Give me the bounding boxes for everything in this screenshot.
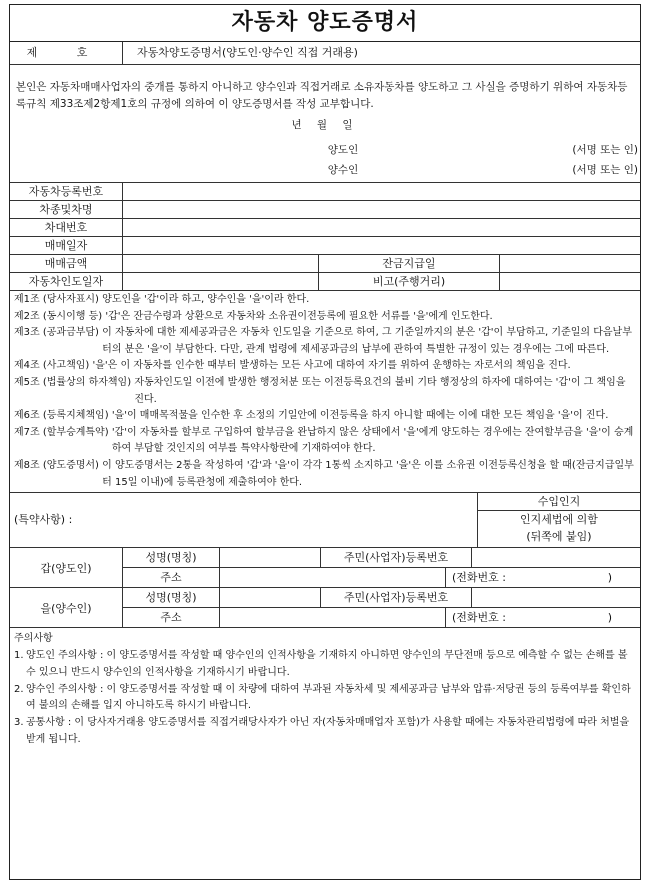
model-field[interactable] — [123, 201, 640, 218]
stamp-line1: 인지세법에 의함 — [520, 513, 598, 527]
special-terms-field[interactable]: (특약사항) : — [14, 513, 73, 527]
sale-price-field[interactable] — [123, 255, 318, 272]
article-8: 제8조 (양도증명서) 이 양도증명서는 2통을 작성하여 '갑'과 '을'이 각각 1통씩 소지하고 '을'은 이를 소유권 이전등록신청을 할 때(잔금지급일부터 15일 이내)에 등록관청에 제출하여야 한다. — [14, 459, 634, 488]
article-1: 제1조 (당사자표시) 양도인을 '갑'이라 하고, 양수인을 '을'이라 한다. — [14, 294, 310, 305]
special-terms-row — [10, 493, 640, 548]
transferee-sign[interactable]: (서명 또는 인) — [572, 164, 638, 176]
transferee-phone-field[interactable]: (전화번호 : ) — [452, 611, 612, 625]
note-1: 1. 양도인 주의사항 : 이 양도증명서를 작성할 때 양수인의 인적사항을 기재하지 아니하면 양수인의 무단전매 등으로 예측할 수 없는 손해를 볼 수 있으니 반드시 양수인의 인적사항을 기재하시기 바랍니다. — [14, 649, 628, 678]
balance-date-label: 잔금지급일 — [318, 255, 500, 272]
remarks-label: 비고(주행거리) — [318, 273, 500, 290]
stamp-line2: (뒤쪽에 붙임) — [526, 530, 592, 544]
articles-section — [10, 291, 640, 493]
sale-price-label: 매매금액 — [10, 255, 123, 272]
name-label: 성명(명칭) — [123, 588, 220, 607]
article-2: 제2조 (동시이행 등) '갑'은 잔금수령과 상환으로 자동차와 소유권이전등록에 필요한 서류를 '을'에게 인도한다. — [14, 310, 493, 322]
delivery-date-label: 자동차인도일자 — [10, 273, 123, 290]
model-row — [10, 201, 640, 219]
transferee-role: 을(양수인) — [10, 588, 123, 627]
transferee-label: 양수인 — [327, 164, 359, 176]
remarks-field[interactable] — [500, 273, 640, 290]
revenue-stamp-box — [477, 493, 640, 547]
date-line: 년 월 일 — [291, 119, 359, 131]
sale-date-field[interactable] — [123, 237, 640, 254]
subject-value: 자동차양도증명서(양도인·양수인 직접 거래용) — [137, 46, 358, 59]
name-label: 성명(명칭) — [123, 548, 220, 567]
reg-no-label: 자동차등록번호 — [10, 183, 123, 200]
balance-date-field[interactable] — [500, 255, 640, 272]
article-7: 제7조 (할부승계특약) '갑'이 자동차를 할부로 구입하여 할부금을 완납하지 않은 상태에서 '을'에게 양도하는 경우에는 잔여할부금을 '을'이 승계하여 부담할 것인지의 여부를 특약사항란에 기재하여야 한다. — [14, 426, 634, 455]
transferee-id-field[interactable] — [472, 588, 640, 607]
article-4: 제4조 (사고책임) '을'은 이 자동차를 인수한 때부터 발생하는 모든 사고에 대하여 자기를 위하여 운행하는 자로서의 책임을 진다. — [14, 360, 571, 372]
article-3: 제3조 (공과금부담) 이 자동차에 대한 제세공과금은 자동차 인도일을 기준으로 하여, 그 기준일까지의 분은 '갑'이 부담하고, 기준일의 다음날부터의 분은 '을'이 부담한다. 다만, 관계 법령에 제세공과금의 납부에 관하여 특별한 규정이 있는 경우에는 그에 따른다. — [14, 327, 632, 355]
transferor-role: 갑(양도인) — [10, 548, 123, 587]
party-transferor — [10, 548, 640, 588]
vin-row — [10, 219, 640, 237]
reg-no-field[interactable] — [123, 183, 640, 200]
form-title: 자동차 양도증명서 — [10, 5, 640, 42]
article-5: 제5조 (법률상의 하자책임) 자동차인도일 이전에 발생한 행정처분 또는 이전등록요건의 불비 기타 행정상의 하자에 대하여는 '갑'이 그 책임을 진다. — [14, 376, 626, 405]
transferor-sign-line — [308, 140, 638, 160]
address-label: 주소 — [123, 568, 220, 587]
address-label: 주소 — [123, 608, 220, 627]
note-3: 3. 공통사항 : 이 당사자거래용 양도증명서를 직접거래당사자가 아닌 자(자동차매매업자 포함)가 사용할 때에는 자동차관리법령에 따라 처벌을 받게 됩니다. — [14, 717, 630, 745]
transferor-id-field[interactable] — [472, 548, 640, 567]
delivery-date-field[interactable] — [123, 273, 318, 290]
article-6: 제6조 (등록지체책임) '을'이 매매목적물을 인수한 후 소정의 기일안에 이전등록을 하지 아니할 때에는 이에 대한 모든 책임을 '을'이 진다. — [14, 410, 609, 422]
stamp-title: 수입인지 — [478, 493, 640, 511]
id-label: 주민(사업자)등록번호 — [321, 548, 472, 567]
notes-section — [10, 628, 640, 752]
reg-no-row — [10, 183, 640, 201]
transfer-certificate-form — [9, 4, 641, 880]
transferee-name-field[interactable] — [220, 588, 321, 607]
transferor-address-field[interactable] — [220, 568, 446, 587]
note-2: 2. 양수인 주의사항 : 이 양도증명서를 작성할 때 이 차량에 대하여 부과된 자동차세 및 제세공과금 납부와 압류·저당권 등의 등록여부를 확인하여 불의의 손해를 입지 아니하도록 하시기 바랍니다. — [14, 683, 631, 712]
intro-text: 본인은 자동차매매사업자의 중개를 통하지 아니하고 양수인과 직접거래로 소유자동차를 양도하고 그 사실을 증명하기 위하여 자동차등록규칙 제33조제2항제1호의 규정에 의하여 이 양도증명서를 작성 교부합니다. — [16, 81, 628, 110]
intro-section — [10, 65, 640, 183]
transferee-address-field[interactable] — [220, 608, 446, 627]
vin-label: 차대번호 — [10, 219, 123, 236]
vin-field[interactable] — [123, 219, 640, 236]
id-label: 주민(사업자)등록번호 — [321, 588, 472, 607]
transferee-sign-line — [308, 160, 638, 180]
sale-date-label: 매매일자 — [10, 237, 123, 254]
party-transferee — [10, 588, 640, 628]
delivery-date-row — [10, 273, 640, 291]
transferor-label: 양도인 — [327, 144, 359, 156]
transferor-name-field[interactable] — [220, 548, 321, 567]
sale-price-row — [10, 255, 640, 273]
notes-title: 주의사항 — [14, 633, 53, 645]
subject-label: 제 호 — [10, 42, 123, 64]
subject-row — [10, 42, 640, 65]
transferor-sign[interactable]: (서명 또는 인) — [572, 144, 638, 156]
sale-date-row — [10, 237, 640, 255]
model-label: 차종및차명 — [10, 201, 123, 218]
transferor-phone-field[interactable]: (전화번호 : ) — [452, 571, 612, 585]
